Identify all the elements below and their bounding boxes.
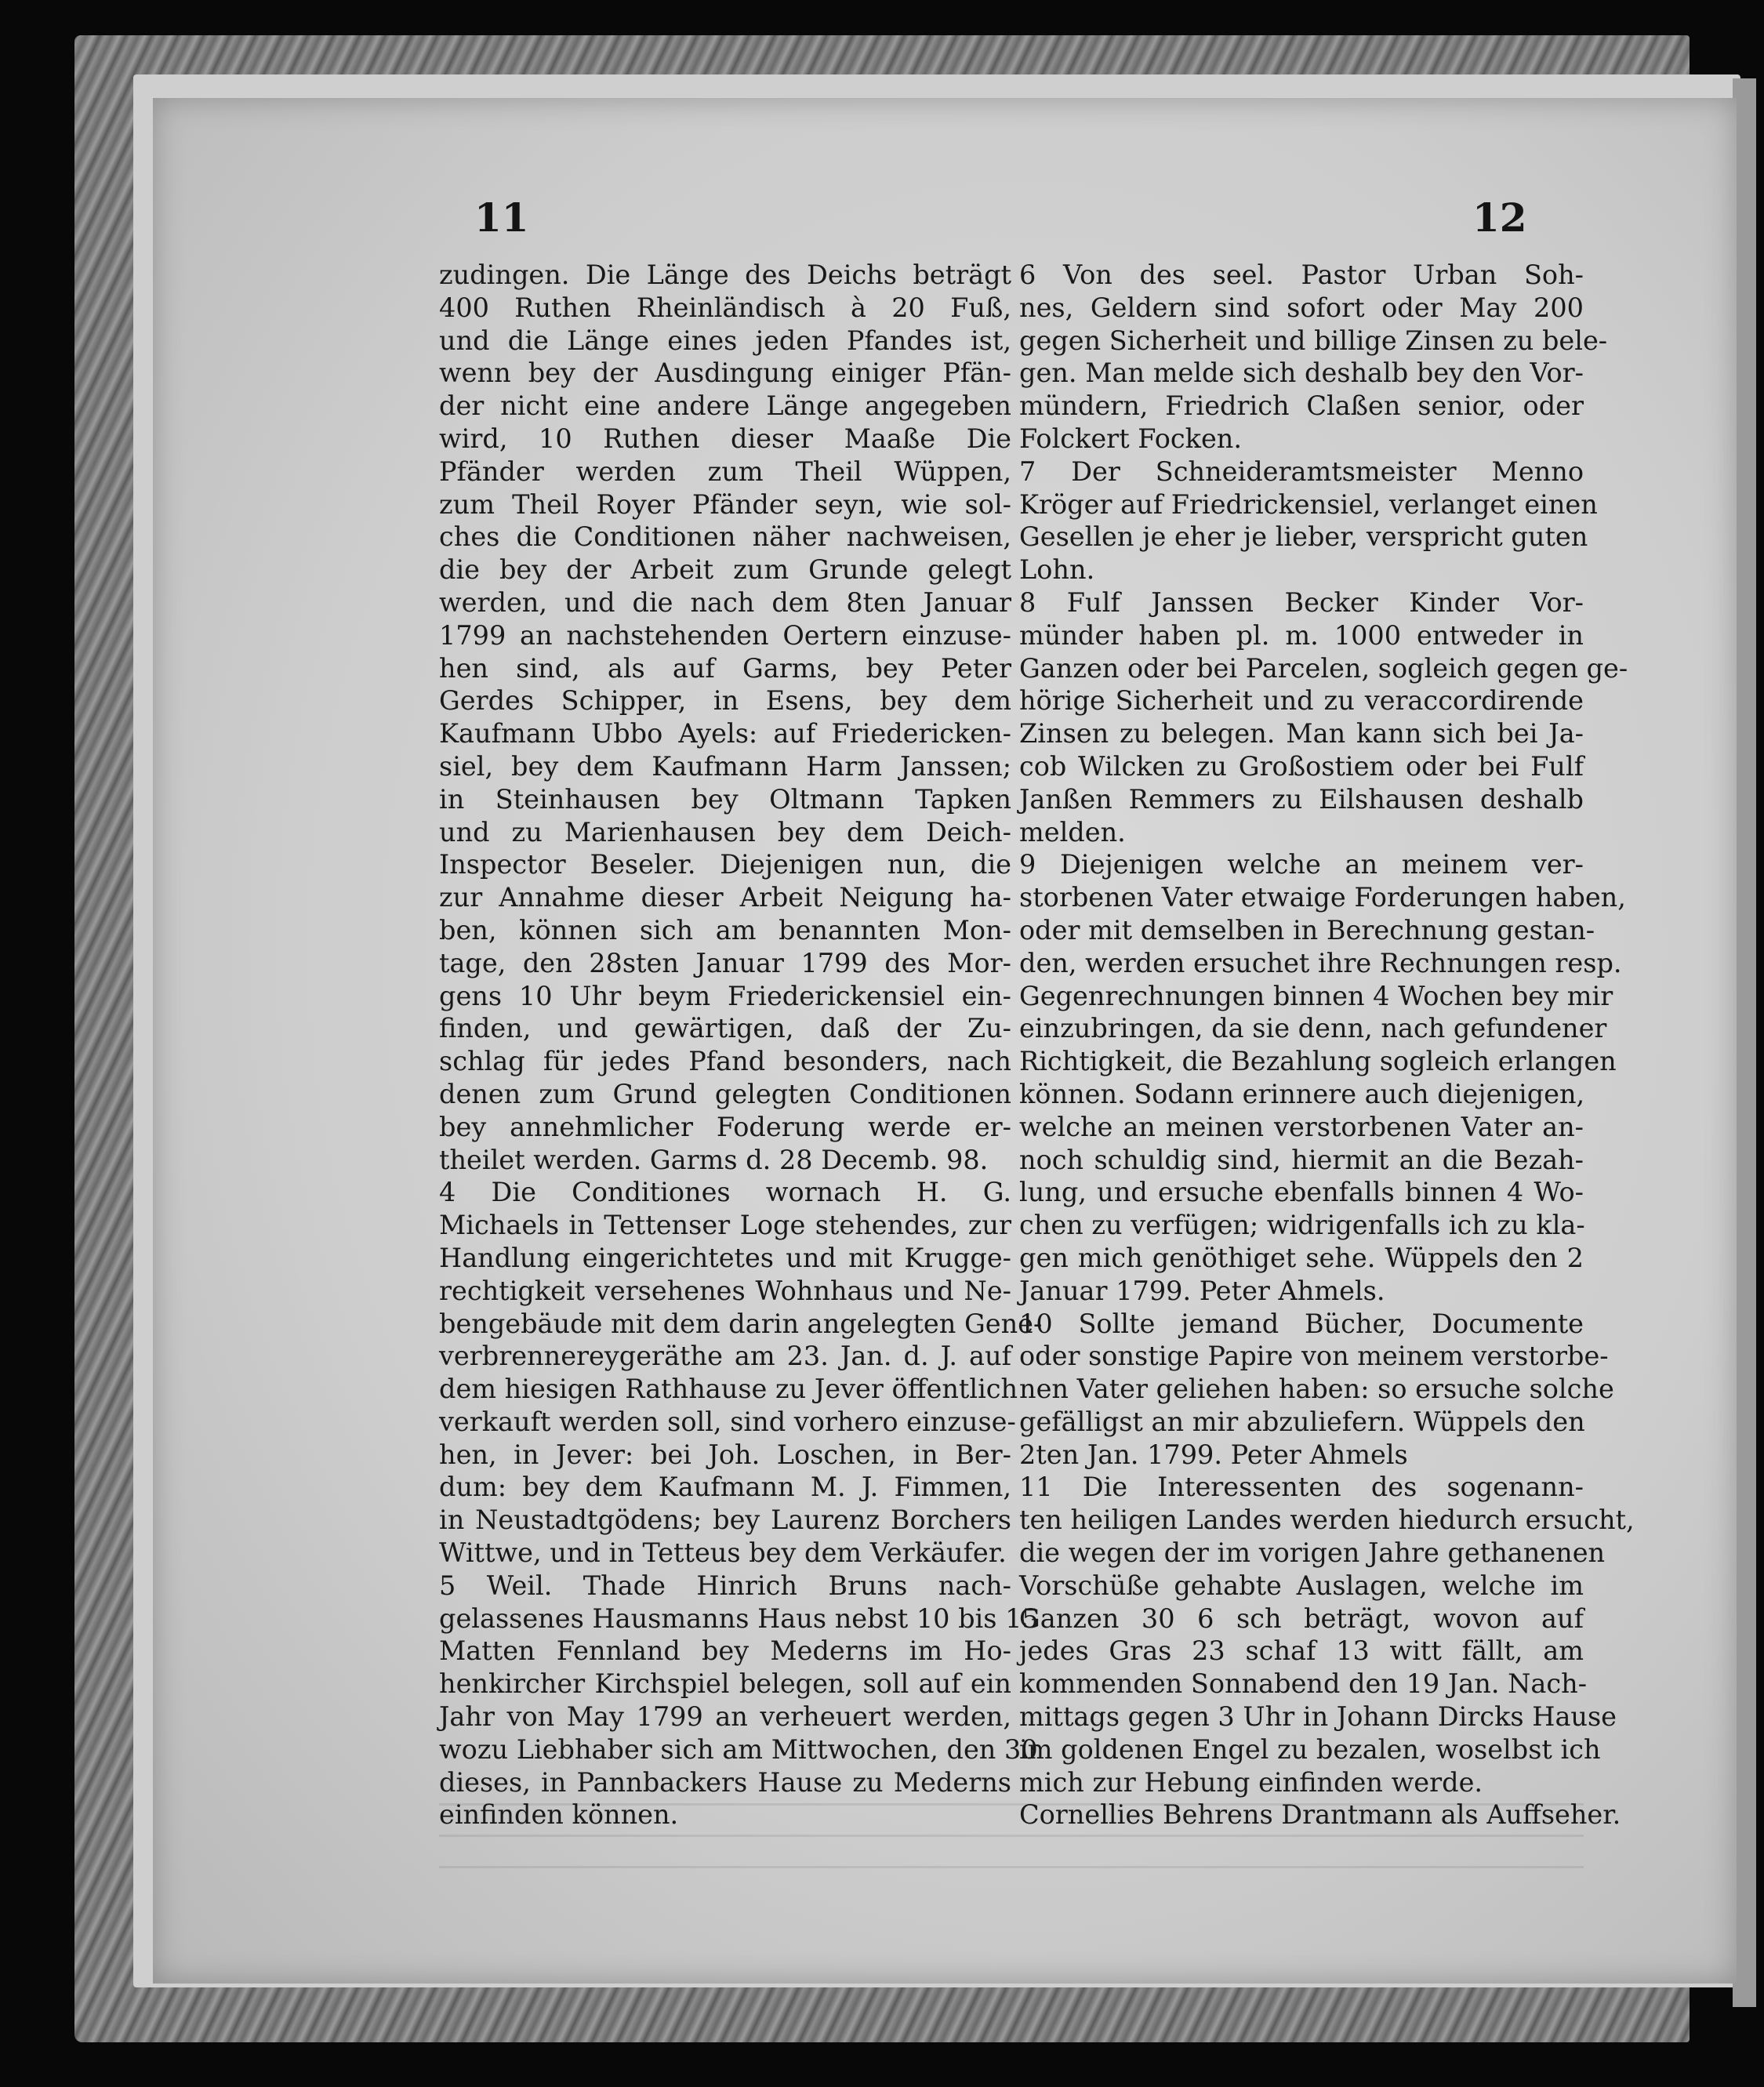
- text-line: zum Theil Royer Pfänder seyn, wie sol-: [439, 488, 1011, 520]
- text-line: rechtigkeit versehenes Wohnhaus und Ne-: [439, 1275, 1011, 1306]
- text-line: Januar 1799. Peter Ahmels.: [1019, 1275, 1385, 1306]
- text-line: einzubringen, da sie denn, nach gefundener: [1019, 1013, 1607, 1044]
- text-line: in Neustadtgödens; bey Laurenz Borchers: [439, 1504, 1011, 1536]
- text-line: finden, und gewärtigen, daß der Zu-: [439, 1013, 1011, 1044]
- right-text-column: [1019, 259, 1635, 1831]
- text-line: oder mit demselben in Berechnung gestan-: [1019, 914, 1595, 946]
- text-line: 400 Ruthen Rheinländisch à 20 Fuß,: [439, 292, 1011, 323]
- text-line: tage, den 28sten Januar 1799 des Mor-: [439, 947, 1011, 978]
- text-line: ches die Conditionen näher nachweisen,: [439, 521, 1011, 553]
- text-line: verbrennereygeräthe am 23. Jan. d. J. auf: [439, 1341, 1011, 1372]
- text-line: wozu Liebhaber sich am Mittwochen, den 30: [439, 1733, 1038, 1765]
- text-line: bengebäude mit dem darin angelegten Gene-: [439, 1308, 1043, 1339]
- text-line: lung, und ersuche ebenfalls binnen 4 Wo-: [1019, 1177, 1584, 1208]
- text-line: bey annehmlicher Foderung werde er-: [439, 1111, 1011, 1142]
- text-line: noch schuldig sind, hiermit an die Bezah-: [1019, 1144, 1584, 1175]
- text-line: schlag für jedes Pfand besonders, nach: [439, 1046, 1011, 1077]
- text-line: und die Länge eines jeden Pfandes ist,: [439, 325, 1011, 356]
- show-through-text: [439, 1803, 1584, 1897]
- text-line: Handlung eingerichtetes und mit Krugge-: [439, 1242, 1011, 1273]
- text-line: den, werden ersuchet ihre Rechnungen resp.: [1019, 947, 1622, 978]
- text-line: 2ten Jan. 1799. Peter Ahmels: [1019, 1439, 1408, 1470]
- text-line: siel, bey dem Kaufmann Harm Janssen;: [439, 750, 1011, 782]
- text-line: können. Sodann erinnere auch diejenigen,: [1019, 1078, 1585, 1109]
- text-line: die wegen der im vorigen Jahre gethanenen: [1019, 1537, 1606, 1569]
- text-line: oder sonstige Papire von meinem verstorbe-: [1019, 1341, 1609, 1372]
- text-line: gen. Man melde sich deshalb bey den Vor-: [1019, 358, 1584, 389]
- text-line: cob Wilcken zu Großostiem oder bei Fulf: [1019, 750, 1584, 782]
- text-line: ben, können sich am benannten Mon-: [439, 914, 1011, 946]
- text-line: wenn bey der Ausdingung einiger Pfän-: [439, 358, 1011, 389]
- text-line: Ganzen 30 6 sch beträgt, wovon auf: [1019, 1602, 1584, 1634]
- text-line: Ganzen oder bei Parcelen, sogleich gegen ge-: [1019, 652, 1628, 684]
- text-line: im goldenen Engel zu bezalen, woselbst ich: [1019, 1733, 1601, 1765]
- text-line: gegen Sicherheit und billige Zinsen zu bele-: [1019, 325, 1608, 356]
- text-line: denen zum Grund gelegten Conditionen: [439, 1078, 1011, 1109]
- left-text-column: [439, 259, 1043, 1831]
- text-line: Cornellies Behrens Drantmann als Auffseher.: [1019, 1799, 1621, 1831]
- text-line: Richtigkeit, die Bezahlung sogleich erlangen: [1019, 1046, 1617, 1077]
- text-line: theilet werden. Garms d. 28 Decemb. 98.: [439, 1144, 989, 1175]
- text-line: ten heiligen Landes werden hiedurch ersucht,: [1019, 1504, 1635, 1536]
- text-line: Folckert Focken.: [1019, 423, 1242, 454]
- text-line: Jahr von May 1799 an verheuert werden,: [439, 1701, 1011, 1733]
- text-line: dum: bey dem Kaufmann M. J. Fimmen,: [439, 1472, 1011, 1503]
- text-line: gens 10 Uhr beym Friederickensiel ein-: [439, 980, 1011, 1011]
- page-number-right: 12: [1472, 194, 1527, 241]
- text-line: einfinden können.: [439, 1799, 679, 1831]
- text-line: 1799 an nachstehenden Oertern einzuse-: [439, 619, 1011, 651]
- text-line: welche an meinen verstorbenen Vater an-: [1019, 1111, 1584, 1142]
- text-line: 9 Diejenigen welche an meinem ver-: [1019, 849, 1584, 880]
- text-line: Wittwe, und in Tetteus bey dem Verkäufer.: [439, 1537, 1007, 1569]
- text-line: Pfänder werden zum Theil Wüppen,: [439, 456, 1011, 487]
- text-line: Janßen Remmers zu Eilshausen deshalb: [1019, 783, 1584, 815]
- text-line: Gesellen je eher je lieber, verspricht guten: [1019, 521, 1588, 553]
- text-line: und zu Marienhausen bey dem Deich-: [439, 816, 1011, 848]
- text-line: nes, Geldern sind sofort oder May 200: [1019, 292, 1584, 323]
- text-line: werden, und die nach dem 8ten Januar: [439, 586, 1011, 618]
- text-line: Gerdes Schipper, in Esens, bey dem: [439, 685, 1011, 717]
- text-line: verkauft werden soll, sind vorhero einzuse-: [439, 1406, 1016, 1437]
- text-line: 10 Sollte jemand Bücher, Documente: [1019, 1308, 1584, 1339]
- text-line: gefälligst an mir abzuliefern. Wüppels den: [1019, 1406, 1585, 1437]
- text-line: zur Annahme dieser Arbeit Neigung ha-: [439, 882, 1011, 913]
- text-line: mündern, Friedrich Claßen senior, oder: [1019, 390, 1584, 422]
- text-line: der nicht eine andere Länge angegeben: [439, 390, 1011, 422]
- text-line: nen Vater geliehen haben: so ersuche solche: [1019, 1374, 1614, 1405]
- text-line: Kaufmann Ubbo Ayels: auf Friedericken-: [439, 718, 1011, 750]
- text-line: Gegenrechnungen binnen 4 Wochen bey mir: [1019, 980, 1613, 1011]
- text-line: die bey der Arbeit zum Grunde gelegt: [439, 554, 1011, 586]
- text-line: Zinsen zu belegen. Man kann sich bei Ja-: [1019, 718, 1584, 750]
- text-line: storbenen Vater etwaige Forderungen haben,: [1019, 882, 1626, 913]
- text-line: chen zu verfügen; widrigenfalls ich zu kla-: [1019, 1210, 1585, 1241]
- page-number-left: 11: [474, 194, 529, 241]
- text-line: gelassenes Hausmanns Haus nebst 10 bis 15: [439, 1602, 1039, 1634]
- text-line: hörige Sicherheit und zu veraccordirende: [1019, 685, 1584, 717]
- text-line: wird, 10 Ruthen dieser Maaße Die: [439, 423, 1011, 454]
- text-line: 11 Die Interessenten des sogenann-: [1019, 1472, 1584, 1503]
- text-line: gen mich genöthiget sehe. Wüppels den 2: [1019, 1242, 1584, 1273]
- text-line: kommenden Sonnabend den 19 Jan. Nach-: [1019, 1668, 1588, 1700]
- text-line: mittags gegen 3 Uhr in Johann Dircks Hause: [1019, 1701, 1617, 1733]
- text-line: hen sind, als auf Garms, bey Peter: [439, 652, 1011, 684]
- text-line: melden.: [1019, 816, 1126, 848]
- text-line: in Steinhausen bey Oltmann Tapken: [439, 783, 1011, 815]
- text-line: 5 Weil. Thade Hinrich Bruns nach-: [439, 1570, 1011, 1601]
- text-line: Kröger auf Friedrickensiel, verlanget einen: [1019, 488, 1598, 520]
- text-line: Lohn.: [1019, 554, 1095, 586]
- text-line: 4 Die Conditiones wornach H. G.: [439, 1177, 1011, 1208]
- text-line: 7 Der Schneideramtsmeister Menno: [1019, 456, 1584, 487]
- text-line: 8 Fulf Janssen Becker Kinder Vor-: [1019, 586, 1584, 618]
- text-line: mich zur Hebung einfinden werde.: [1019, 1766, 1483, 1798]
- text-line: jedes Gras 23 schaf 13 witt fällt, am: [1019, 1635, 1584, 1667]
- text-line: münder haben pl. m. 1000 entweder in: [1019, 619, 1584, 651]
- text-line: henkircher Kirchspiel belegen, soll auf ein: [439, 1668, 1011, 1700]
- text-line: 6 Von des seel. Pastor Urban Soh-: [1019, 260, 1584, 290]
- text-line: dem hiesigen Rathhause zu Jever öffentlich: [439, 1374, 1018, 1405]
- text-line: Michaels in Tettenser Loge stehendes, zur: [439, 1210, 1011, 1241]
- text-line: Matten Fennland bey Mederns im Ho-: [439, 1635, 1011, 1667]
- text-line: Vorschüße gehabte Auslagen, welche im: [1019, 1570, 1584, 1601]
- text-line: zudingen. Die Länge des Deichs beträgt: [439, 260, 1011, 290]
- text-line: Inspector Beseler. Diejenigen nun, die: [439, 849, 1011, 880]
- text-line: hen, in Jever: bei Joh. Loschen, in Ber-: [439, 1439, 1011, 1470]
- text-line: dieses, in Pannbackers Hause zu Mederns: [439, 1766, 1011, 1798]
